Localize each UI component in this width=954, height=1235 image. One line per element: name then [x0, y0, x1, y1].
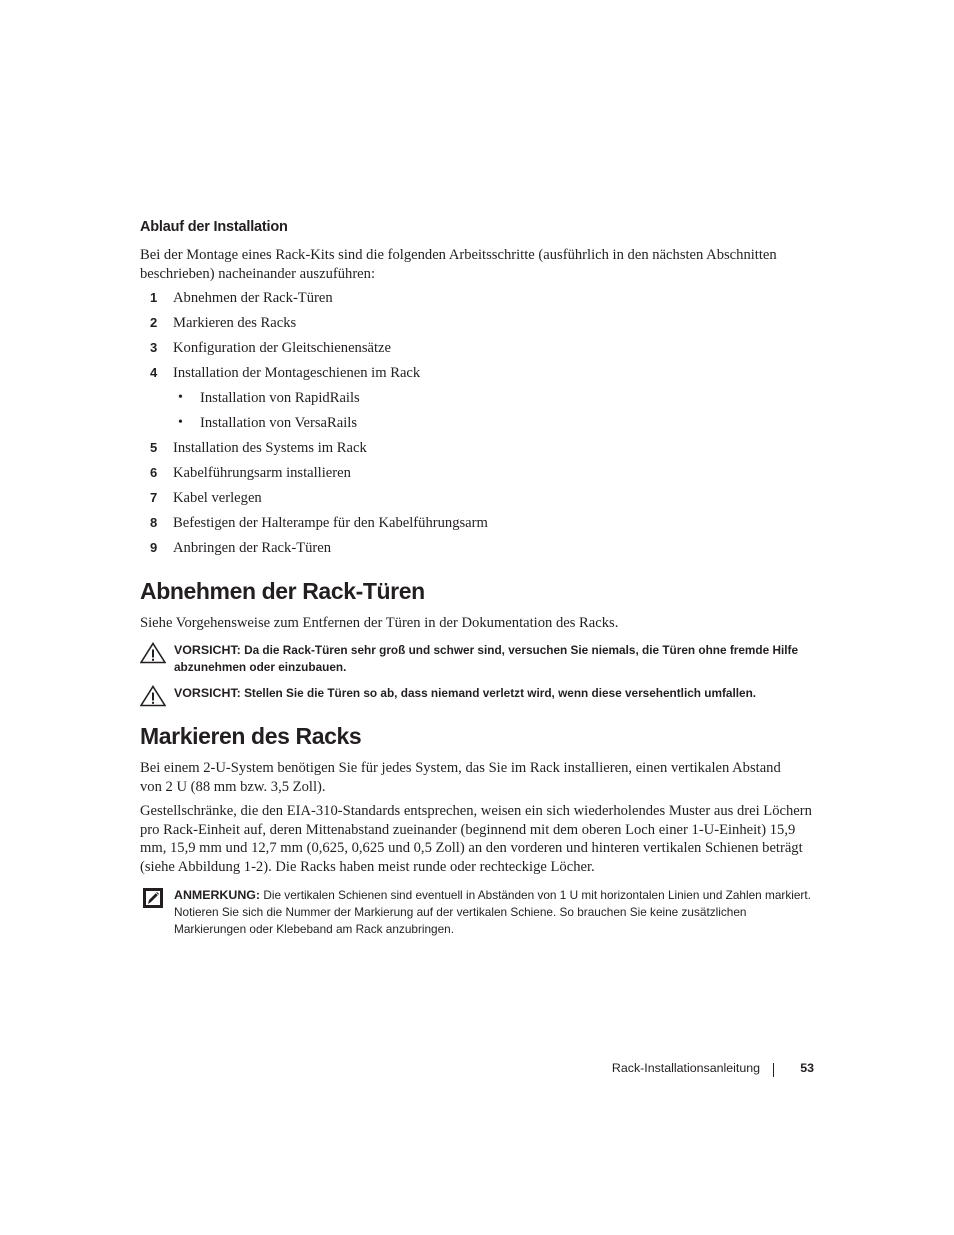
bullet-icon: •: [178, 415, 183, 430]
caution-label: VORSICHT:: [174, 686, 241, 700]
list-item: [140, 512, 820, 537]
marking-paragraph-2: Gestellschränke, die den EIA-310-Standards entsprechen, weisen ein sich wiederholendes Muster aus drei Löchern pro Rack-Einheit auf, deren Mittenabstand zueinander (beginnend mit dem oberen Loch einer 1-U-Einheit) 15,9 mm, 15,9 mm und 12,7 mm (0,625, 0,625 und 0,5 Zoll) an den vorderen und hinteren vertikalen Schienen beträgt (siehe Abbildung 1-2). Die Racks haben meist runde oder rechteckige Löcher.: [140, 803, 812, 875]
step-number: 7: [150, 490, 158, 505]
sub-list-item: [140, 412, 820, 437]
step-text: Kabel verlegen: [173, 490, 262, 506]
step-number: 6: [150, 465, 158, 480]
list-item: [140, 437, 820, 462]
warning-triangle-icon: [140, 685, 166, 707]
note-pencil-icon: [140, 887, 166, 909]
note-label: ANMERKUNG:: [174, 888, 261, 902]
step-text: Installation des Systems im Rack: [173, 440, 367, 456]
step-number: 3: [150, 340, 158, 355]
install-steps-list: [140, 287, 820, 562]
install-flow-intro: Bei der Montage eines Rack-Kits sind die folgenden Arbeitsschritte (ausführlich in den nächsten Abschnitten beschrieben) nacheinander auszuführen:: [140, 247, 777, 282]
section-heading-marking: Markieren des Racks: [140, 723, 362, 749]
doors-paragraph: Siehe Vorgehensweise zum Entfernen der Türen in der Dokumentation des Racks.: [140, 615, 619, 631]
bullet-icon: •: [178, 390, 183, 405]
caution-text: Da die Rack-Türen sehr groß und schwer sind, versuchen Sie niemals, die Türen ohne fremde Hilfe abzunehmen oder einzubauen.: [174, 643, 799, 674]
list-item: [140, 287, 820, 312]
caution-text-block: [174, 642, 824, 676]
step-number: 9: [150, 540, 158, 555]
step-text: Installation der Montageschienen im Rack: [173, 365, 421, 381]
step-number: 1: [150, 290, 158, 305]
step-text: Befestigen der Halterampe für den Kabelführungsarm: [173, 515, 488, 531]
sub-step-text: Installation von RapidRails: [200, 390, 360, 406]
step-number: 5: [150, 440, 158, 455]
list-item: [140, 462, 820, 487]
step-text: Markieren des Racks: [173, 315, 297, 331]
caution-text-block: [174, 685, 824, 702]
page-number: 53: [800, 1061, 814, 1075]
sub-step-text: Installation von VersaRails: [200, 415, 357, 431]
page-footer: [140, 1061, 814, 1081]
step-number: 2: [150, 315, 158, 330]
document-page: [140, 0, 820, 1235]
footer-title: Rack-Installationsanleitung: [611, 1061, 760, 1075]
step-text: Konfiguration der Gleitschienensätze: [173, 340, 392, 356]
step-text: Abnehmen der Rack-Türen: [173, 290, 333, 306]
caution-label: VORSICHT:: [174, 643, 241, 657]
warning-triangle-icon: [140, 642, 166, 664]
caution-text: Stellen Sie die Türen so ab, dass niemand verletzt wird, wenn diese versehentlich umfallen.: [244, 686, 757, 700]
list-item: [140, 487, 820, 512]
list-item: [140, 312, 820, 337]
list-item: [140, 337, 820, 362]
list-item: [140, 537, 820, 562]
step-text: Kabelführungsarm installieren: [173, 465, 351, 481]
note-text: Die vertikalen Schienen sind eventuell in Abständen von 1 U mit horizontalen Linien und Zahlen markiert. Notieren Sie sich die Nummer der Markierung auf der vertikalen Schiene. So brauchen Sie keine zusätzlichen Markierungen oder Klebeband am Rack anzubringen.: [174, 888, 811, 936]
sub-list-item: [140, 387, 820, 412]
step-number: 4: [150, 365, 158, 380]
step-text: Anbringen der Rack-Türen: [173, 540, 332, 556]
note-text-block: [174, 887, 814, 938]
install-flow-heading: Ablauf der Installation: [140, 219, 288, 235]
list-item: [140, 362, 820, 387]
section-heading-doors: Abnehmen der Rack-Türen: [140, 578, 425, 604]
marking-paragraph-1: Bei einem 2-U-System benötigen Sie für jedes System, das Sie im Rack installieren, einen vertikalen Abstand von 2 U (88 mm bzw. 3,5 Zoll).: [140, 760, 781, 795]
step-number: 8: [150, 515, 158, 530]
footer-separator: [773, 1063, 774, 1077]
